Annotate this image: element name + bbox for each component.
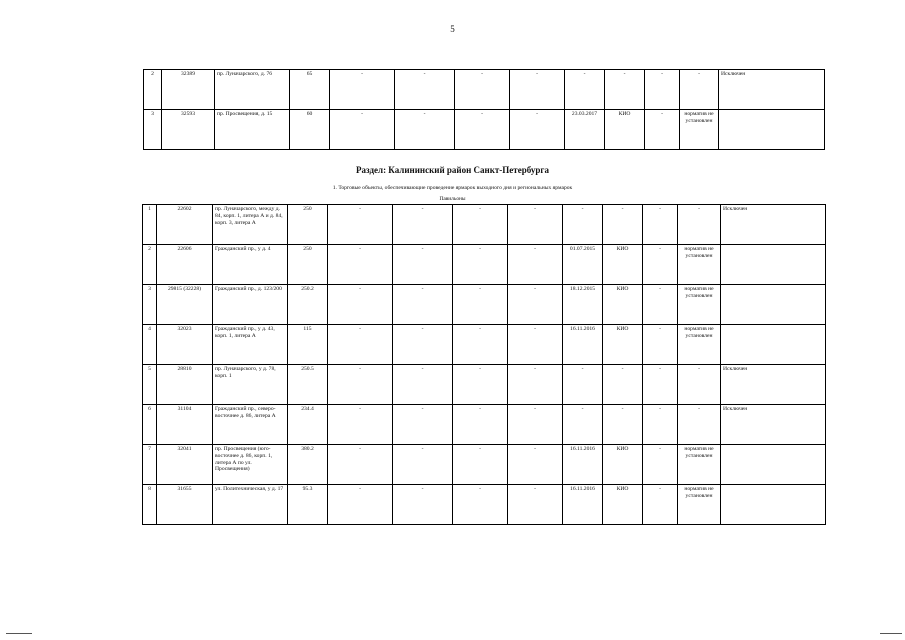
empty-cell-cell: - <box>508 405 563 445</box>
table-top-body <box>144 70 825 150</box>
table-row <box>143 325 826 365</box>
note-cell <box>721 245 826 285</box>
object-id-cell: 22602 <box>157 205 213 245</box>
table-row <box>143 485 826 525</box>
table-row <box>144 70 825 110</box>
empty-cell-cell: - <box>643 405 678 445</box>
empty-cell-cell: - <box>393 285 453 325</box>
empty-cell-cell: - <box>645 70 680 110</box>
empty-cell-cell: - <box>510 70 565 110</box>
authority-cell: КИО <box>603 485 643 525</box>
normative-cell: норматив не установлен <box>678 325 721 365</box>
empty-cell-cell: - <box>643 365 678 405</box>
empty-cell-cell: - <box>510 110 565 150</box>
authority-cell: - <box>603 365 643 405</box>
object-id-cell: 31655 <box>157 485 213 525</box>
empty-cell-cell: - <box>393 325 453 365</box>
empty-cell-cell: - <box>643 325 678 365</box>
decision-date-cell: - <box>563 405 603 445</box>
object-id-cell: 32593 <box>162 110 215 150</box>
area-cell: 234.4 <box>288 405 328 445</box>
table-row <box>143 365 826 405</box>
authority-cell: КИО <box>603 445 643 485</box>
empty-cell-cell: - <box>393 485 453 525</box>
empty-cell-cell: - <box>453 205 508 245</box>
empty-cell-cell: - <box>393 245 453 285</box>
note-cell <box>721 485 826 525</box>
authority-cell: - <box>603 405 643 445</box>
empty-cell-cell: - <box>393 205 453 245</box>
address-cell: пр. Луначарского, у д. 78, корп. 1 <box>213 365 288 405</box>
object-id-cell: 28810 <box>157 365 213 405</box>
empty-cell-cell: - <box>453 245 508 285</box>
empty-cell-cell: - <box>455 110 510 150</box>
area-cell: 250 <box>288 205 328 245</box>
empty-cell-cell: - <box>643 445 678 485</box>
scan-mark-right <box>880 633 902 634</box>
row-number-cell: 2 <box>143 245 157 285</box>
empty-cell-cell: - <box>643 205 678 245</box>
section-subsubtitle: Павильоны <box>439 196 466 202</box>
note-cell <box>721 285 826 325</box>
empty-cell-cell: - <box>328 485 393 525</box>
empty-cell-cell: - <box>455 70 510 110</box>
authority-cell: - <box>605 70 645 110</box>
note-cell: Исключен <box>719 70 825 110</box>
object-id-cell: 22606 <box>157 245 213 285</box>
area-cell: 115 <box>288 325 328 365</box>
table-row <box>143 445 826 485</box>
row-number-cell: 1 <box>143 205 157 245</box>
empty-cell-cell: - <box>508 245 563 285</box>
empty-cell-cell: - <box>453 485 508 525</box>
address-cell: пр. Луначарского, д. 76 <box>215 70 290 110</box>
decision-date-cell: 01.07.2015 <box>563 245 603 285</box>
empty-cell-cell: - <box>328 325 393 365</box>
area-cell: 250.2 <box>288 285 328 325</box>
authority-cell: КИО <box>603 245 643 285</box>
authority-cell: КИО <box>603 285 643 325</box>
decision-date-cell: 16.11.2016 <box>563 445 603 485</box>
empty-cell-cell: - <box>508 365 563 405</box>
table-row <box>143 245 826 285</box>
empty-cell-cell: - <box>393 445 453 485</box>
normative-cell: - <box>678 205 721 245</box>
row-number-cell: 7 <box>143 445 157 485</box>
row-number-cell: 4 <box>143 325 157 365</box>
table-row <box>144 110 825 150</box>
area-cell: 95.3 <box>288 485 328 525</box>
address-cell: ул. Политехническая, у д. 17 <box>213 485 288 525</box>
note-cell <box>719 110 825 150</box>
normative-cell: норматив не установлен <box>680 110 719 150</box>
note-cell: Исключен <box>721 365 826 405</box>
object-id-cell: 29815 (32228) <box>157 285 213 325</box>
empty-cell-cell: - <box>643 245 678 285</box>
area-cell: 250.5 <box>288 365 328 405</box>
row-number-cell: 8 <box>143 485 157 525</box>
empty-cell-cell: - <box>330 70 395 110</box>
decision-date-cell: 16.11.2016 <box>563 325 603 365</box>
empty-cell-cell: - <box>328 245 393 285</box>
decision-date-cell: - <box>563 205 603 245</box>
decision-date-cell: 18.12.2015 <box>563 285 603 325</box>
empty-cell-cell: - <box>328 205 393 245</box>
row-number-cell: 3 <box>144 110 162 150</box>
note-cell: Исключен <box>721 205 826 245</box>
area-cell: 65 <box>290 70 330 110</box>
empty-cell-cell: - <box>645 110 680 150</box>
empty-cell-cell: - <box>328 405 393 445</box>
note-cell <box>721 445 826 485</box>
empty-cell-cell: - <box>508 205 563 245</box>
address-cell: Гражданский пр., у д. 43, корп. 1, литера А <box>213 325 288 365</box>
object-id-cell: 31104 <box>157 405 213 445</box>
empty-cell-cell: - <box>643 485 678 525</box>
address-cell: Гражданский пр., северо-восточнее д. 86, литера А <box>213 405 288 445</box>
row-number-cell: 5 <box>143 365 157 405</box>
authority-cell: КИО <box>603 325 643 365</box>
normative-cell: - <box>678 405 721 445</box>
empty-cell-cell: - <box>508 445 563 485</box>
empty-cell-cell: - <box>508 285 563 325</box>
decision-date-cell: - <box>563 365 603 405</box>
decision-date-cell: 16.11.2016 <box>563 485 603 525</box>
address-cell: пр. Луначарского, между д. 84, корп. 1, литера А и д. 84, корп. 3, литера А <box>213 205 288 245</box>
empty-cell-cell: - <box>453 405 508 445</box>
note-cell <box>721 325 826 365</box>
empty-cell-cell: - <box>328 285 393 325</box>
normative-cell: - <box>680 70 719 110</box>
scan-mark-left <box>6 633 32 634</box>
object-id-cell: 32041 <box>157 445 213 485</box>
address-cell: пр. Просвещения, д. 15 <box>215 110 290 150</box>
empty-cell-cell: - <box>453 445 508 485</box>
area-cell: 380.2 <box>288 445 328 485</box>
row-number-cell: 2 <box>144 70 162 110</box>
table-kalininsky-body <box>143 205 826 525</box>
empty-cell-cell: - <box>395 110 455 150</box>
empty-cell-cell: - <box>393 405 453 445</box>
table-row <box>143 285 826 325</box>
decision-date-cell: 23.03.2017 <box>565 110 605 150</box>
note-cell: Исключен <box>721 405 826 445</box>
normative-cell: норматив не установлен <box>678 445 721 485</box>
address-cell: Гражданский пр., у д. 4 <box>213 245 288 285</box>
table-kalininsky <box>142 204 826 525</box>
object-id-cell: 32389 <box>162 70 215 110</box>
row-number-cell: 3 <box>143 285 157 325</box>
normative-cell: норматив не установлен <box>678 245 721 285</box>
normative-cell: - <box>678 365 721 405</box>
normative-cell: норматив не установлен <box>678 285 721 325</box>
address-cell: пр. Просвещения (юго-восточнее д. 86, корп. 1, литера А по ул. Просвещения) <box>213 445 288 485</box>
section-subtitle: 1. Торговые объекты, обеспечивающие проведение ярмарок выходного дня и региональных ярмарок <box>332 185 573 191</box>
address-cell: Гражданский пр., д. 123/200 <box>213 285 288 325</box>
authority-cell: - <box>603 205 643 245</box>
empty-cell-cell: - <box>453 325 508 365</box>
table-top <box>143 69 825 150</box>
table-row <box>143 205 826 245</box>
authority-cell: КИО <box>605 110 645 150</box>
normative-cell: норматив не установлен <box>678 485 721 525</box>
area-cell: 60 <box>290 110 330 150</box>
empty-cell-cell: - <box>643 285 678 325</box>
decision-date-cell: - <box>565 70 605 110</box>
object-id-cell: 32023 <box>157 325 213 365</box>
empty-cell-cell: - <box>453 285 508 325</box>
empty-cell-cell: - <box>508 485 563 525</box>
empty-cell-cell: - <box>330 110 395 150</box>
area-cell: 250 <box>288 245 328 285</box>
empty-cell-cell: - <box>453 365 508 405</box>
empty-cell-cell: - <box>393 365 453 405</box>
page-number: 5 <box>450 24 455 34</box>
table-row <box>143 405 826 445</box>
row-number-cell: 6 <box>143 405 157 445</box>
empty-cell-cell: - <box>508 325 563 365</box>
empty-cell-cell: - <box>395 70 455 110</box>
section-title: Раздел: Калининский район Санкт-Петербурга <box>356 165 549 175</box>
empty-cell-cell: - <box>328 365 393 405</box>
empty-cell-cell: - <box>328 445 393 485</box>
